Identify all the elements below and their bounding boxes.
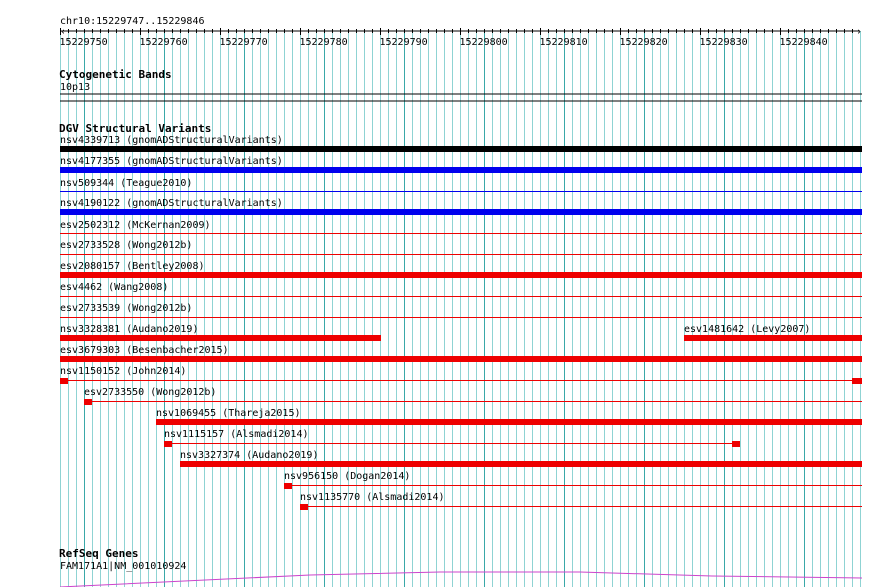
refseq-track-title[interactable]: RefSeq Genes xyxy=(59,547,139,560)
dgv-feature-label: esv1481642 (Levy2007) xyxy=(684,324,811,335)
dgv-feature-label: esv2733539 (Wong2012b) xyxy=(60,303,193,314)
dgv-feature-bar[interactable] xyxy=(180,461,862,467)
dgv-feature-bar[interactable] xyxy=(60,146,862,152)
dgv-feature-block[interactable] xyxy=(164,441,172,447)
dgv-feature[interactable] xyxy=(84,387,862,405)
dgv-feature-bar[interactable] xyxy=(60,335,381,341)
dgv-track-title[interactable]: DGV Structural Variants xyxy=(59,122,212,135)
ruler-tick-label: 15229780 xyxy=(299,37,348,48)
cytoband-track-title[interactable]: Cytogenetic Bands xyxy=(59,68,172,81)
dgv-feature-label: esv3679303 (Besenbacher2015) xyxy=(60,345,229,356)
ruler-right-arrow-icon: › xyxy=(856,26,863,38)
dgv-feature-label: nsv1115157 (Alsmadi2014) xyxy=(164,429,309,440)
dgv-feature-block[interactable] xyxy=(732,441,740,447)
ruler-tick-label: 15229760 xyxy=(139,37,188,48)
dgv-feature-label: nsv3327374 (Audano2019) xyxy=(180,450,319,461)
dgv-feature-label: nsv4177355 (gnomADStructuralVariants) xyxy=(60,156,283,167)
dgv-feature-label: nsv3328381 (Audano2019) xyxy=(60,324,199,335)
ruler-tick-label: 15229800 xyxy=(459,37,508,48)
dgv-feature-label: nsv1150152 (John2014) xyxy=(60,366,187,377)
dgv-feature-block[interactable] xyxy=(852,378,862,384)
dgv-feature-label: nsv4339713 (gnomADStructuralVariants) xyxy=(60,135,283,146)
ruler-tick-label: 15229750 xyxy=(59,37,108,48)
ruler-tick-label: 15229770 xyxy=(219,37,268,48)
ruler-tick-label: 15229810 xyxy=(539,37,588,48)
dgv-feature-label: esv2733528 (Wong2012b) xyxy=(60,240,193,251)
dgv-feature-label: esv2502312 (McKernan2009) xyxy=(60,220,211,231)
dgv-feature-bar[interactable] xyxy=(60,356,862,362)
dgv-feature-label: nsv1135770 (Alsmadi2014) xyxy=(300,492,445,503)
ruler-tick-label: 15229840 xyxy=(779,37,828,48)
ruler-tick-label: 15229830 xyxy=(699,37,748,48)
dgv-feature-bar[interactable] xyxy=(60,209,862,215)
dgv-feature-block[interactable] xyxy=(84,399,92,405)
dgv-feature-bar[interactable] xyxy=(60,272,862,278)
dgv-feature-bar[interactable] xyxy=(60,167,862,173)
dgv-feature-bar[interactable] xyxy=(156,419,862,425)
dgv-feature-label: esv2733550 (Wong2012b) xyxy=(84,387,217,398)
dgv-feature[interactable] xyxy=(180,450,862,467)
dgv-feature-label: nsv956150 (Dogan2014) xyxy=(284,471,411,482)
dgv-feature-label: esv2080157 (Bentley2008) xyxy=(60,261,205,272)
ruler-location-label: chr10:15229747..15229846 xyxy=(60,16,205,27)
dgv-feature[interactable] xyxy=(684,324,862,341)
dgv-feature-bar[interactable] xyxy=(684,335,862,341)
dgv-feature-label: esv4462 (Wang2008) xyxy=(60,282,169,293)
dgv-feature-block[interactable] xyxy=(284,483,292,489)
dgv-feature-block[interactable] xyxy=(300,504,308,510)
ruler-tick-label: 15229790 xyxy=(379,37,428,48)
ruler-left-arrow-icon: ‹ xyxy=(60,26,67,38)
dgv-feature-label: nsv1069455 (Thareja2015) xyxy=(156,408,301,419)
ruler-tick-label: 15229820 xyxy=(619,37,668,48)
ruler xyxy=(60,16,863,48)
dgv-feature-label: nsv509344 (Teague2010) xyxy=(60,178,193,189)
dgv-feature-label: nsv4190122 (gnomADStructuralVariants) xyxy=(60,198,283,209)
refseq-gene-label[interactable]: FAM171A1|NM_001010924 xyxy=(60,561,187,572)
cytoband-label: 10p13 xyxy=(60,82,91,93)
dgv-feature-block[interactable] xyxy=(60,378,68,384)
